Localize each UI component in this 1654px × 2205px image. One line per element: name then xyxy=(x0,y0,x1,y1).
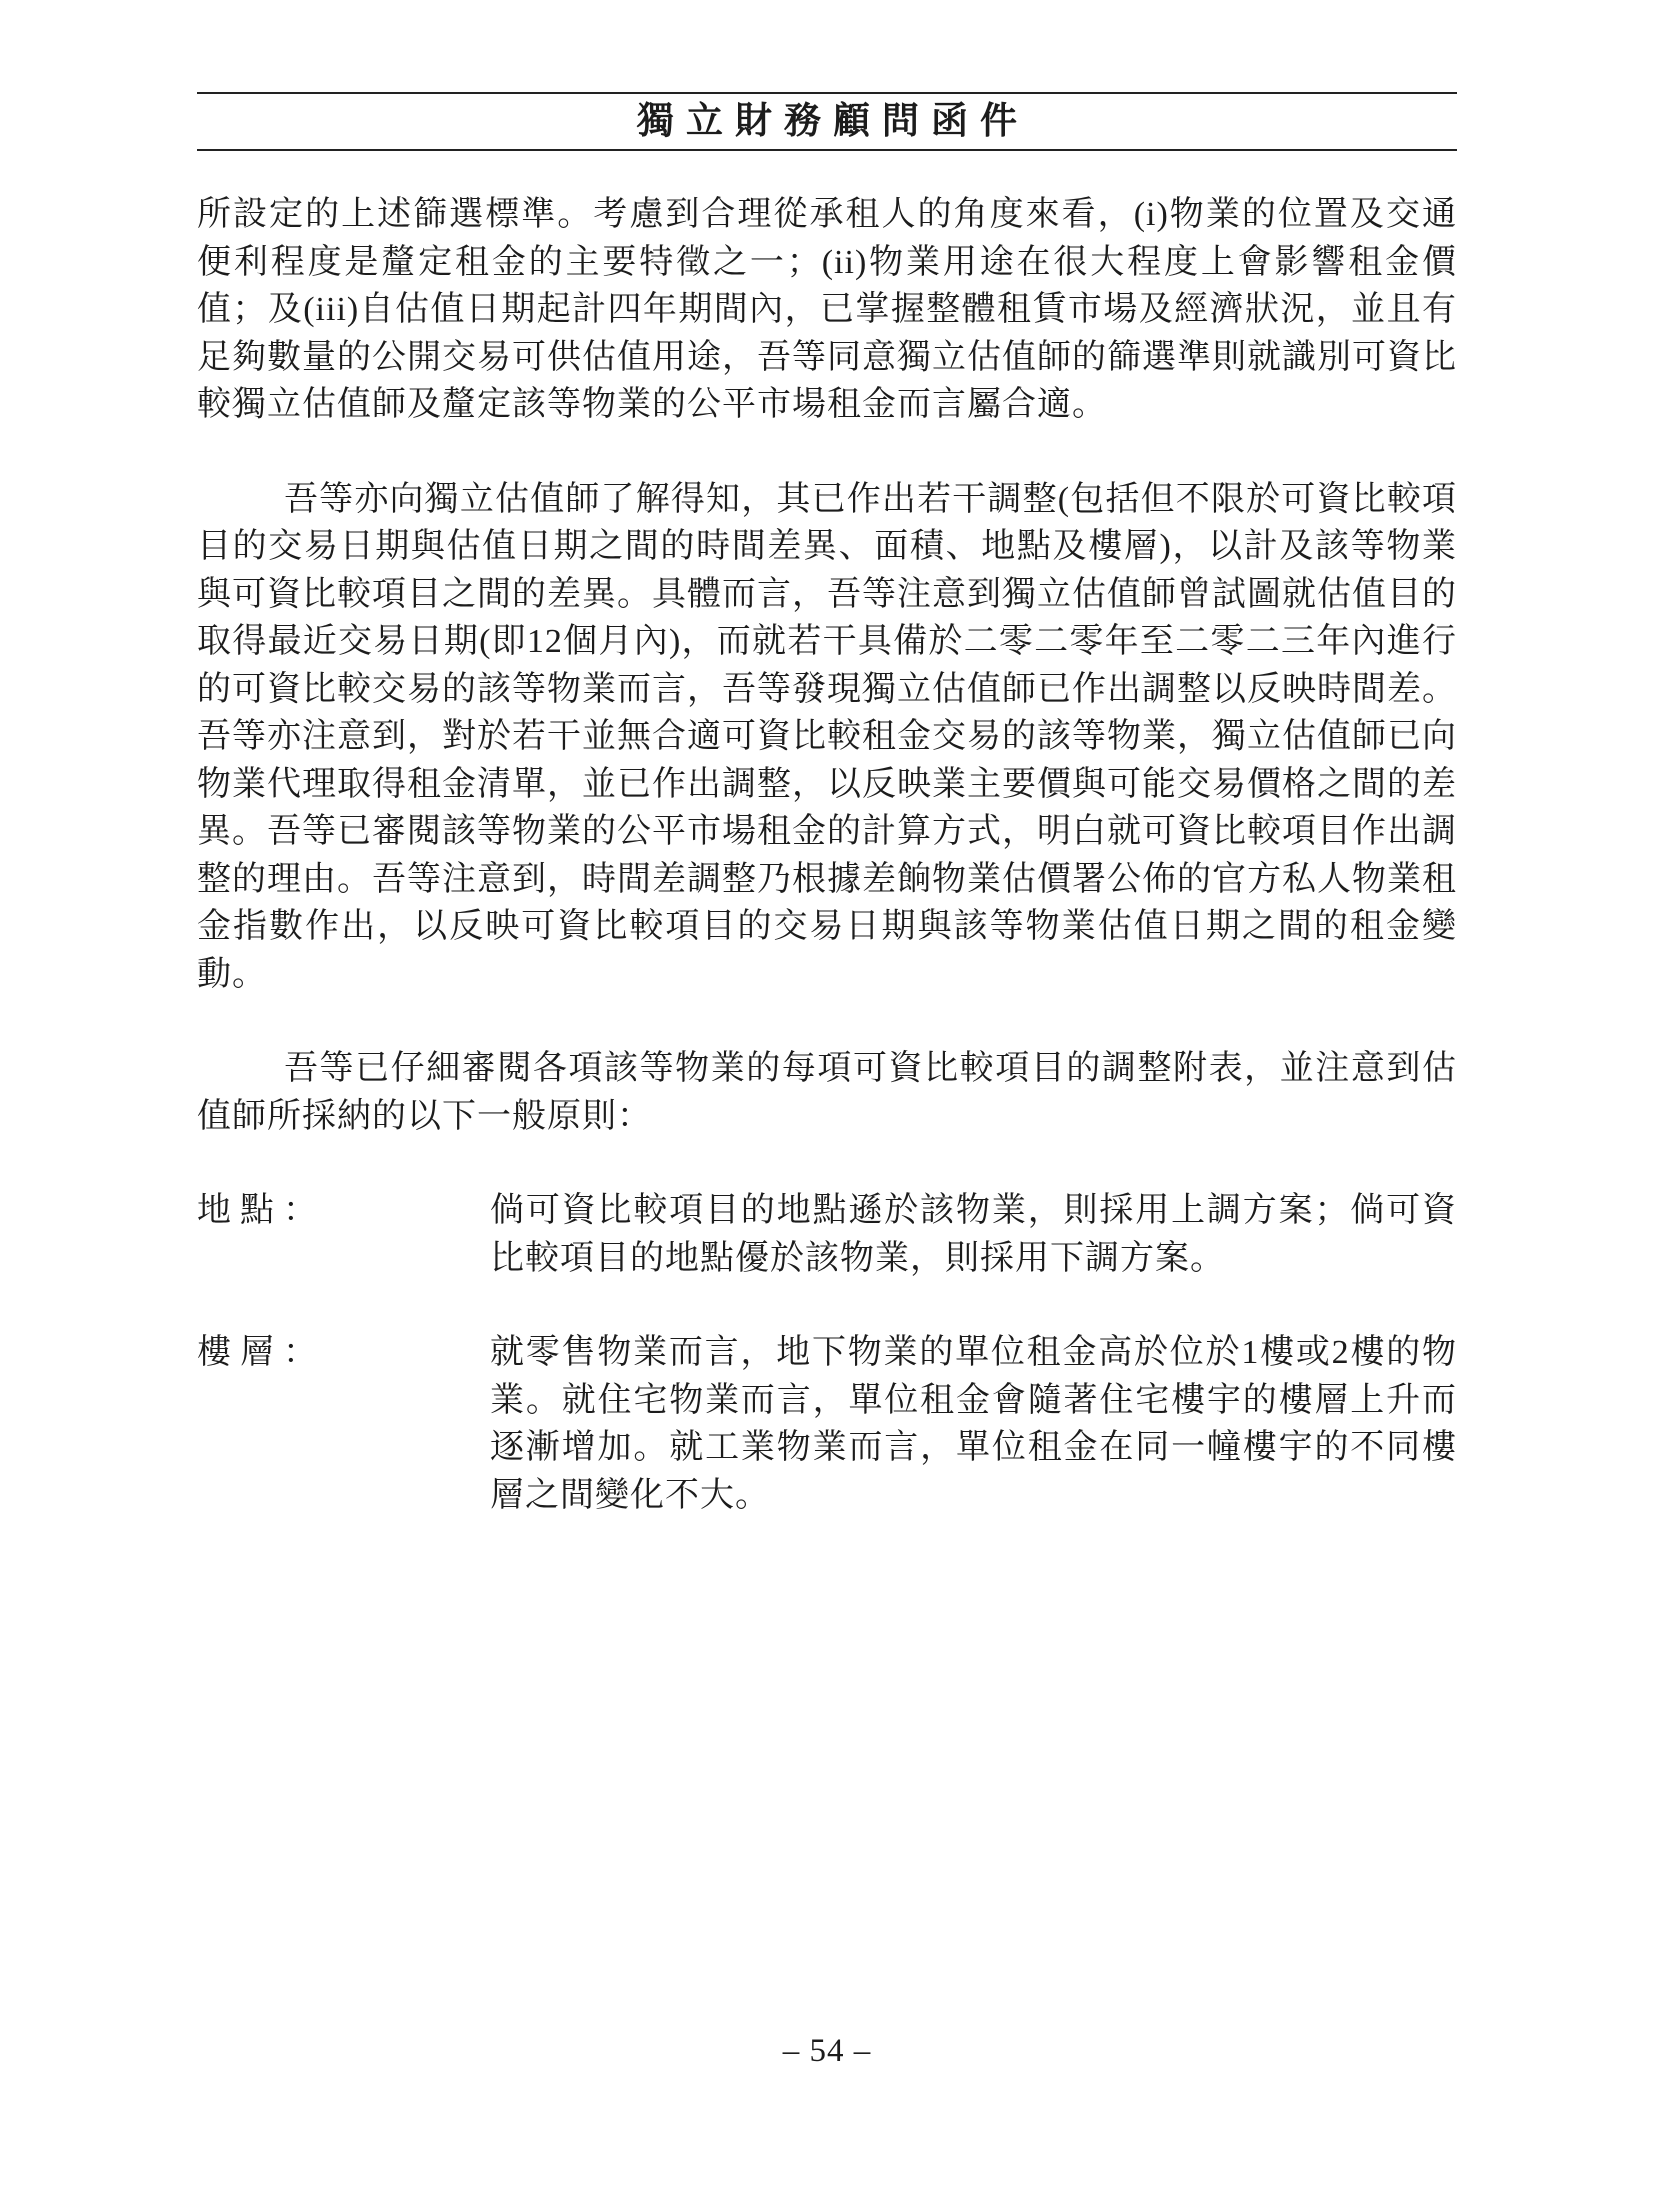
page-title: 獨立財務顧問函件 xyxy=(637,101,1029,142)
page-footer xyxy=(0,2033,1654,2070)
header-bottom-rule xyxy=(197,149,1457,151)
principle-desc-floor: 就零售物業而言，地下物業的單位租金高於位於1樓或2樓的物業。就住宅物業而言，單位租金會隨著住宅樓宇的樓層上升而逐漸增加。就工業物業而言，單位租金在同一幢樓宇的不同樓層之間變化不大。 xyxy=(490,1334,1457,1514)
paragraph-adjustments: 吾等亦向獨立估值師了解得知，其已作出若干調整(包括但不限於可資比較項目的交易日期與估值日期之間的時間差異、面積、地點及樓層)，以計及該等物業與可資比較項目之間的差異。具體而言，吾等注意到獨立估值師曾試圖就估值目的取得最近交易日期(即12個月內)，而就若干具備於二零二零年至二零二三年內進行的可資比較交易的該等物業而言，吾等發現獨立估值師已作出調整以反映時間差。吾等亦注意到，對於若干並無合適可資比較租金交易的該等物業，獨立估值師已向物業代理取得租金清單，並已作出調整，以反映業主要價與可能交易價格之間的差異。吾等已審閱該等物業的公平市場租金的計算方式，明白就可資比較項目作出調整的理由。吾等注意到，時間差調整乃根據差餉物業估價署公佈的官方私人物業租金指數作出，以反映可資比較項目的交易日期與該等物業估值日期之間的租金變動。 xyxy=(197,480,1457,993)
paragraph-general-principles-intro: 吾等已仔細審閱各項該等物業的每項可資比較項目的調整附表，並注意到估值師所採納的以下一般原則： xyxy=(197,1050,1457,1135)
principle-label-floor: 樓層： xyxy=(197,1334,326,1371)
letter-body xyxy=(197,191,1457,1519)
principle-label-location: 地點： xyxy=(197,1192,326,1229)
principle-row-location xyxy=(197,1187,1457,1282)
principle-row-floor xyxy=(197,1329,1457,1519)
principle-desc-location: 倘可資比較項目的地點遜於該物業，則採用上調方案；倘可資比較項目的地點優於該物業，則採用下調方案。 xyxy=(490,1192,1457,1277)
page-header xyxy=(197,92,1457,151)
page-number: – 54 – xyxy=(782,2033,872,2069)
paragraph-screening-criteria: 所設定的上述篩選標準。考慮到合理從承租人的角度來看，(i)物業的位置及交通便利程度是釐定租金的主要特徵之一；(ii)物業用途在很大程度上會影響租金價值；及(iii)自估值日期起計四年期間內，已掌握整體租賃市場及經濟狀況，並且有足夠數量的公開交易可供估值用途，吾等同意獨立估值師的篩選準則就識別可資比較獨立估值師及釐定該等物業的公平市場租金而言屬合適。 xyxy=(197,196,1457,423)
